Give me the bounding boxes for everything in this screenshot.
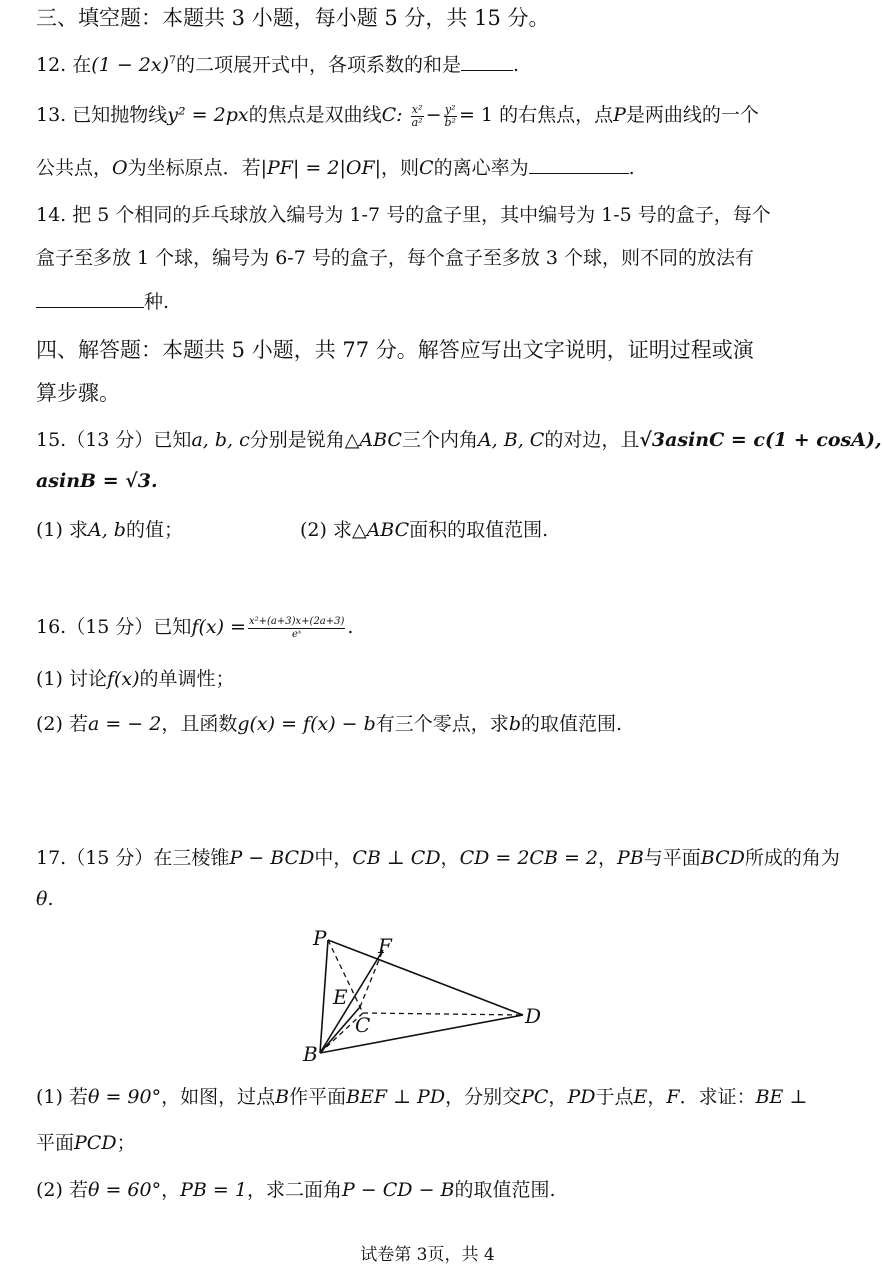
q17-p1-s: ；: [116, 1132, 136, 1154]
question-13-line-1: [36, 100, 759, 129]
q17-p1-p: BE ⊥: [755, 1086, 808, 1108]
q17-p2-c: ，: [161, 1179, 181, 1201]
q15-p1-a: (1) 求: [36, 519, 88, 541]
q13-hyperbola-label: C:: [381, 104, 403, 126]
question-16-part-2: [36, 709, 622, 736]
question-16-line-1: [36, 612, 353, 641]
q13-l2-c: 为坐标原点．若: [127, 157, 261, 179]
q16-p2-a: (2) 若: [36, 713, 88, 735]
q13-condition: |PF| = 2|OF|: [260, 157, 382, 179]
q13-text-1: 已知抛物线: [72, 104, 168, 126]
q17-p1-n: F: [666, 1086, 680, 1108]
q15-p2-a: (2) 求△: [300, 519, 367, 541]
question-14-line-2: [36, 243, 754, 270]
label-B: B: [303, 1042, 318, 1066]
q15-text-e: 三个内角: [401, 429, 478, 451]
q13-l2-a: 公共点，: [36, 157, 113, 179]
q16-p2-e: 有三个零点，求: [375, 713, 509, 735]
q15-text-g: 的对边，且: [544, 429, 640, 451]
q17-p2-d: PB = 1: [180, 1179, 247, 1201]
q13-text-3: 的右焦点，点: [499, 104, 614, 126]
q17-p1-k: 于点: [595, 1086, 634, 1108]
q14-text-1: 14. 把 5 个相同的乒乓球放入编号为 1-7 号的盒子里，其中编号为 1-5 号的盒子，每个: [36, 204, 771, 226]
q17-p1-g: ，分别交: [445, 1086, 522, 1108]
q16-tail: .: [347, 616, 354, 638]
q16-p1-c: 的单调性；: [139, 668, 235, 690]
frac-den: b²: [444, 115, 456, 129]
q17-text-k: 所成的角为: [744, 847, 840, 869]
q17-p1-h: PC: [521, 1086, 549, 1108]
q15-angles: A, B, C: [477, 429, 545, 451]
question-17-line-1: [36, 843, 840, 870]
section-4-title-1: 四、解答题：本题共 5 小题，共 77 分。解答应写出文字说明，证明过程或演: [36, 338, 754, 362]
section-3-heading: [36, 2, 550, 32]
q17-p1-b: θ = 90°: [87, 1086, 162, 1108]
question-15-line-2: [36, 470, 158, 492]
label-E: E: [333, 985, 348, 1009]
q17-tetra: P − BCD: [229, 847, 315, 869]
q17-lengths: CD = 2CB = 2: [459, 847, 599, 869]
q15-p1-b: A, b: [87, 519, 126, 541]
q17-p1-e: 作平面: [289, 1086, 347, 1108]
q15-equation-1: √3asinC = c(1 + cosA),: [639, 429, 882, 451]
question-14-line-3: [36, 287, 169, 314]
q12-tail: .: [513, 54, 520, 76]
q13-point-p: P: [613, 104, 626, 126]
question-17-part-1-line-2: [36, 1128, 136, 1155]
q15-text-a: 15.（13 分）已知: [36, 429, 192, 451]
q13-fraction-y: [444, 104, 457, 129]
edge-CD: [363, 1013, 523, 1015]
frac-den: eˣ: [291, 628, 302, 640]
q15-text-c: 分别是锐角△: [249, 429, 360, 451]
question-16-part-1: [36, 664, 235, 691]
question-12: [36, 50, 519, 77]
q17-p1-r: PCD: [74, 1132, 117, 1154]
q17-p2-f: P − CD − B: [341, 1179, 455, 1201]
frac-num: x²: [411, 102, 423, 116]
q17-text-e: ，: [440, 847, 460, 869]
q13-l2-e: ，则: [381, 157, 420, 179]
q16-function: f(x) =: [191, 616, 246, 638]
q16-p2-b: a = − 2: [87, 713, 162, 735]
edge-BF: [320, 950, 383, 1053]
q13-text-2: 的焦点是双曲线: [248, 104, 382, 126]
question-17-line-2: [36, 888, 53, 910]
q13-minus: −: [425, 104, 442, 126]
section-4-heading-2: [36, 377, 120, 407]
q17-text-c: 中，: [314, 847, 353, 869]
q14-text-2: 盒子至多放 1 个球，编号为 6-7 号的盒子，每个盒子至多放 3 个球，则不同的放法有: [36, 247, 755, 269]
q16-p1-b: f(x): [106, 668, 140, 690]
edge-PD: [328, 940, 523, 1015]
q13-fraction-x: [411, 104, 424, 129]
q13-text-4: 是两曲线的一个: [625, 104, 759, 126]
q12-number: 12.: [36, 54, 67, 76]
q15-p2-c: 面积的取值范围.: [409, 519, 549, 541]
label-P: P: [313, 926, 327, 950]
q13-answer-blank[interactable]: [529, 157, 629, 174]
q15-equation-2: asinB = √3.: [36, 470, 158, 492]
q17-text-a: 17.（15 分）在三棱锥: [36, 847, 230, 869]
q12-answer-blank[interactable]: [461, 54, 513, 71]
q16-fraction: [248, 616, 345, 641]
q13-origin: O: [112, 157, 128, 179]
q16-p2-d: g(x) = f(x) − b: [237, 713, 376, 735]
q17-text-g: ，: [598, 847, 618, 869]
frac-den: a²: [411, 115, 423, 129]
q16-p1-a: (1) 讨论: [36, 668, 107, 690]
section-4-heading-1: [36, 334, 754, 364]
q17-pb: PB: [617, 847, 644, 869]
question-14-line-1: [36, 200, 771, 227]
q17-theta: θ.: [36, 888, 54, 910]
q16-p2-c: ，且函数: [161, 713, 238, 735]
q17-p1-m: ，: [647, 1086, 667, 1108]
q17-p2-b: θ = 60°: [87, 1179, 162, 1201]
q15-triangle: ABC: [359, 429, 402, 451]
edge-BD: [320, 1015, 523, 1053]
section-3-title: 三、填空题：本题共 3 小题，每小题 5 分，共 15 分。: [36, 6, 550, 30]
q13-number: 13.: [36, 104, 67, 126]
question-15-part-1: [36, 515, 183, 542]
question-17-part-1-line-1: [36, 1082, 807, 1109]
q16-p2-g: 的取值范围.: [520, 713, 623, 735]
q13-parabola: y² = 2px: [167, 104, 249, 126]
frac-num: y²: [444, 102, 456, 116]
q13-curve-c: C: [419, 157, 434, 179]
question-13-line-2: [36, 153, 635, 180]
q15-sides: a, b, c: [191, 429, 250, 451]
q17-p1-o: ．求证：: [679, 1086, 756, 1108]
q13-l2-g: 的离心率为: [433, 157, 529, 179]
q14-answer-blank[interactable]: [36, 291, 144, 308]
q12-expr: (1 − 2x): [91, 54, 169, 76]
q17-text-i: 与平面: [643, 847, 701, 869]
label-C: C: [355, 1013, 371, 1037]
q17-p1-c: ，如图，过点: [161, 1086, 276, 1108]
q12-pre: 在: [72, 54, 92, 76]
edge-EF: [360, 950, 383, 1007]
q17-p1-l: E: [633, 1086, 648, 1108]
q13-tail: .: [628, 157, 635, 179]
q17-p1-i: ，: [548, 1086, 568, 1108]
question-17-part-2: [36, 1175, 556, 1202]
section-4-title-2: 算步骤。: [36, 381, 120, 405]
q14-text-3: 种.: [144, 291, 170, 313]
q15-p2-b: ABC: [366, 519, 410, 541]
q13-eq-one: = 1: [458, 104, 494, 126]
q17-p2-g: 的取值范围.: [454, 1179, 556, 1201]
q15-p1-c: 的值；: [125, 519, 183, 541]
q16-p2-f: b: [508, 713, 521, 735]
q17-perp: CB ⊥ CD: [352, 847, 441, 869]
edge-PB: [320, 940, 328, 1053]
label-F: F: [378, 934, 392, 958]
q12-exponent: 7: [169, 53, 176, 67]
page-footer: 试卷第 3页，共 4: [360, 1245, 495, 1265]
q17-p1-d: B: [275, 1086, 290, 1108]
tetrahedron-figure: [295, 925, 555, 1070]
frac-num: x²+(a+3)x+(2a+3): [248, 615, 345, 627]
q17-p1-j: PD: [567, 1086, 596, 1108]
question-15-part-2: [300, 515, 548, 542]
q17-p2-a: (2) 若: [36, 1179, 88, 1201]
q17-p2-e: ，求二面角: [246, 1179, 342, 1201]
q17-p1-q: 平面: [36, 1132, 75, 1154]
label-D: D: [525, 1004, 542, 1028]
q12-post: 的二项展开式中，各项系数的和是: [176, 54, 462, 76]
q17-p1-a: (1) 若: [36, 1086, 88, 1108]
q17-bcd: BCD: [700, 847, 745, 869]
q16-text-a: 16.（15 分）已知: [36, 616, 192, 638]
question-15-line-1: [36, 425, 882, 452]
q17-p1-f: BEF ⊥ PD: [346, 1086, 446, 1108]
